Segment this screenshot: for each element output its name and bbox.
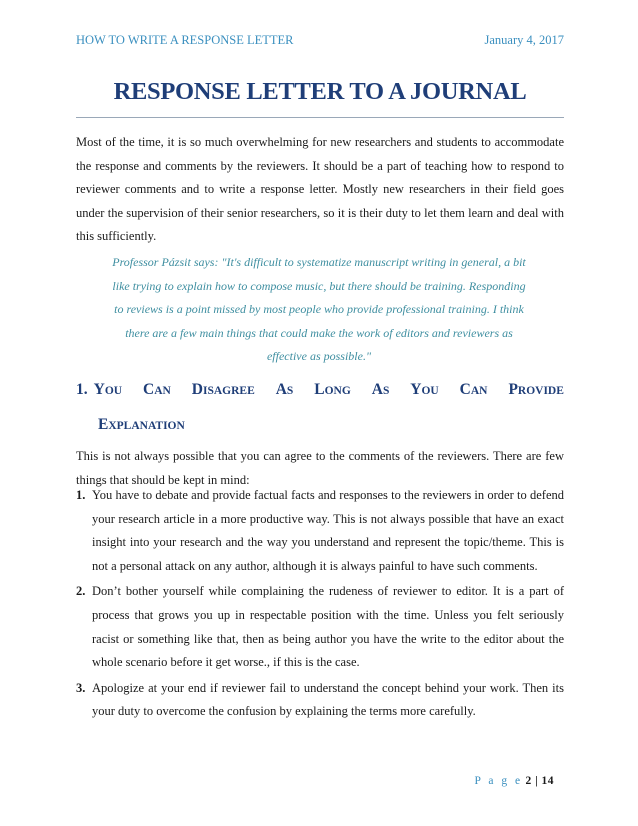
- heading-word: DISAGREE: [191, 381, 255, 398]
- page-label: P a g e: [474, 775, 523, 787]
- section-heading-1: [76, 373, 564, 443]
- heading-word: PROVIDE: [508, 381, 564, 398]
- heading-word: CAN: [143, 381, 171, 398]
- header-date: January 4, 2017: [484, 33, 564, 47]
- list-item-text: Apologize at your end if reviewer fail to understand the concept behind your work. Then its your duty to overcome the confusion by explaining the terms more carefully.: [92, 680, 564, 719]
- heading-word: YOU: [410, 381, 439, 398]
- professor-quote: Professor Pázsit says: "It's difficult to systematize manuscript writing in general, a bit like trying to explain how to compose music, but there should be training. Responding to reviews is a point missed by most people who provide professional training. I think there are a few main things that could make the work of editors and reviewers as effective as possible.": [112, 255, 526, 364]
- heading-word: AS: [275, 381, 294, 398]
- numbered-list: [76, 484, 564, 726]
- document-title: RESPONSE LETTER TO A JOURNAL: [113, 78, 527, 105]
- page-header: [76, 33, 564, 48]
- heading-word: CAN: [459, 381, 488, 398]
- section-heading-line-1: [76, 373, 564, 408]
- title-divider: [76, 117, 564, 118]
- section-heading-line-2: EXPLANATION: [98, 416, 185, 433]
- list-item-number: 2.: [76, 584, 86, 599]
- list-item-number: 1.: [76, 488, 86, 502]
- page-footer: [475, 775, 554, 787]
- list-item-text: You have to debate and provide factual facts and responses to the reviewers in order to defend your research article in a more productive way. This is not always possible that have an exact insight into your research and the way you understand and represent the topic/theme. This is not a personal attack on any author, although it is always painful to have such comments.: [92, 488, 564, 573]
- list-item: [76, 677, 564, 724]
- intro-paragraph: Most of the time, it is so much overwhelming for new researchers and students to accommodate the response and comments by the reviewers. It should be a part of teaching how to respond to reviewer comments and to write a response letter. Mostly new researchers in their field goes under the supervision of their senior researchers, so it is their duty to let them learn and deal with this sufficiently.: [76, 135, 564, 244]
- heading-word: LONG: [314, 381, 351, 398]
- list-item-number: 3.: [76, 680, 86, 695]
- section-number: 1.: [76, 381, 88, 398]
- list-item: [76, 580, 564, 674]
- heading-word: 1. YOU: [76, 381, 123, 398]
- page-number: 2 | 14: [525, 775, 554, 787]
- list-item-text: Don’t bother yourself while complaining the rudeness of reviewer to editor. It is a part of process that grows you up in respectable position with the time. Unless you felt seriously racist or something like that, then as being author you have the write to the editor about the whole scenario before it get worse., if this is the case.: [92, 584, 564, 670]
- header-title: HOW TO WRITE A RESPONSE LETTER: [76, 33, 294, 47]
- heading-word: AS: [371, 381, 390, 398]
- section-paragraph: This is not always possible that you can agree to the comments of the reviewers. There are few things that should be kept in mind:: [76, 449, 564, 487]
- list-item: [76, 484, 564, 578]
